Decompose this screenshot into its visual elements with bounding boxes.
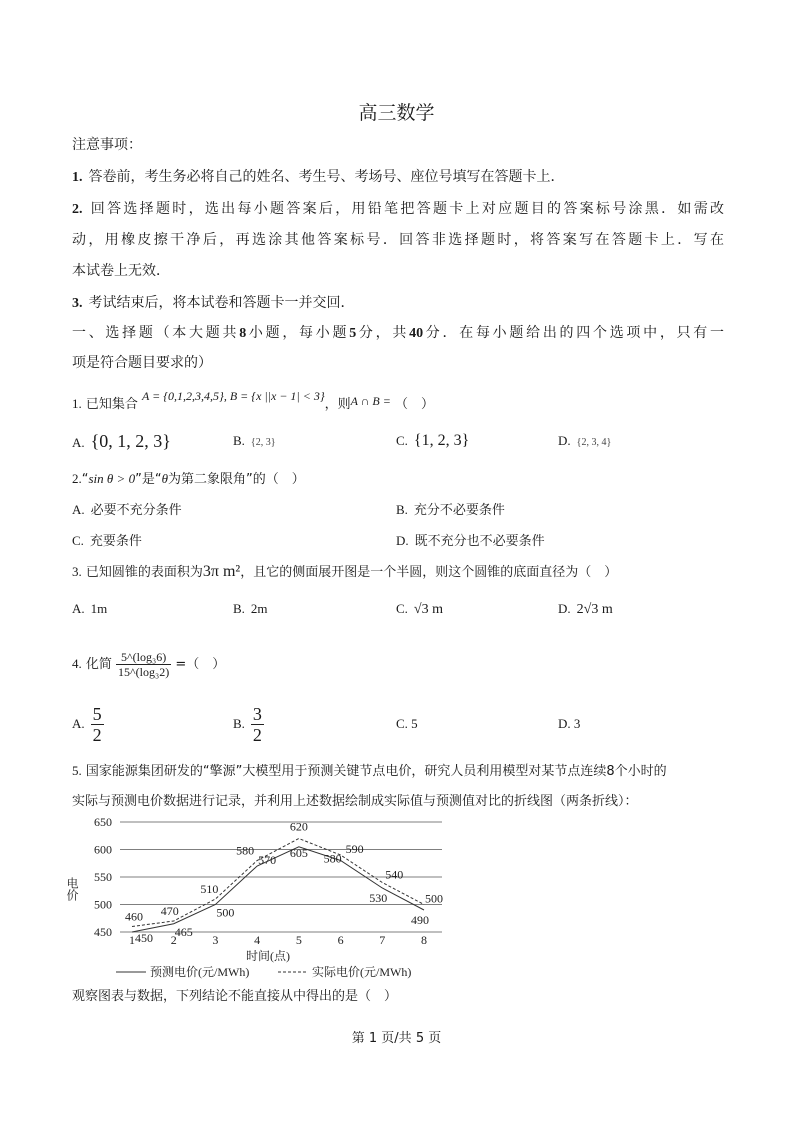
chart-y-ticks bbox=[94, 815, 112, 939]
question-1-option-c[interactable] bbox=[396, 432, 469, 451]
data-label-actual: 540 bbox=[385, 867, 404, 882]
x-tick-label: 1 bbox=[129, 933, 135, 947]
notice-heading: 注意事项： bbox=[72, 137, 142, 153]
notice-item-2-line-2: 动，用橡皮擦干净后，再选涂其他答案标号．回答非选择题时，将答案写在答题卡上．写在 bbox=[72, 232, 724, 248]
option-label: B. bbox=[233, 716, 245, 731]
data-label-actual: 470 bbox=[160, 904, 179, 918]
chart-x-ticks bbox=[129, 933, 427, 947]
notice-item-2-num: 2. bbox=[72, 202, 83, 217]
option-denominator: 2 bbox=[252, 725, 262, 745]
section-1-points: 5 bbox=[349, 326, 357, 341]
x-tick-label: 8 bbox=[421, 933, 427, 947]
x-tick-label: 5 bbox=[295, 933, 302, 947]
chart-y-label: 电价 bbox=[65, 877, 79, 901]
question-2-option-a[interactable] bbox=[72, 501, 182, 520]
option-label: A. bbox=[72, 502, 85, 517]
data-label-predicted: 570 bbox=[258, 853, 277, 867]
x-tick-label: 3 bbox=[212, 933, 219, 947]
section-1-heading bbox=[72, 324, 724, 343]
price-line-chart bbox=[65, 812, 462, 986]
data-label-predicted: 500 bbox=[216, 905, 235, 920]
series-line-predicted bbox=[132, 847, 424, 932]
y-tick-label: 650 bbox=[94, 815, 112, 829]
option-label: A. bbox=[72, 435, 85, 450]
data-label-predicted: 490 bbox=[411, 913, 429, 927]
option-numerator: 5 bbox=[92, 704, 102, 724]
data-label-actual: 500 bbox=[425, 891, 443, 906]
chart-legend bbox=[116, 964, 411, 979]
option-text: √3 m bbox=[413, 602, 443, 617]
notice-item-1-num: 1. bbox=[72, 170, 83, 185]
notice-item-3 bbox=[72, 294, 724, 313]
question-3-option-c[interactable] bbox=[396, 600, 443, 619]
question-5-text-1: 国家能源集团研发的“擎源”大模型用于预测关键节点电价，研究人员利用模型对某节点连续8个小时的 bbox=[85, 764, 667, 779]
option-label: B. bbox=[396, 502, 408, 517]
y-tick-label: 450 bbox=[94, 925, 112, 939]
option-text: 1m bbox=[90, 601, 108, 616]
question-3-option-d[interactable] bbox=[558, 600, 613, 619]
data-label-predicted: 450 bbox=[135, 931, 153, 945]
question-4-fraction bbox=[116, 650, 171, 679]
question-3-area: 3π m² bbox=[202, 563, 241, 580]
question-4-stem-b: =（ ） bbox=[175, 657, 226, 672]
legend-predicted: 预测电价(元/MWh) bbox=[150, 965, 250, 979]
y-tick-label: 550 bbox=[94, 870, 112, 884]
x-tick-label: 2 bbox=[170, 933, 177, 947]
x-tick-label: 4 bbox=[254, 933, 261, 947]
question-3-num: 3. bbox=[72, 564, 82, 579]
question-2-num: 2. bbox=[72, 471, 82, 486]
question-2-option-c[interactable] bbox=[72, 532, 142, 551]
option-fraction bbox=[91, 704, 104, 745]
data-label-predicted: 605 bbox=[289, 845, 308, 860]
data-label-predicted: 530 bbox=[369, 891, 388, 905]
question-1-stem-a: 已知集合 bbox=[85, 397, 138, 412]
section-1-total: 40 bbox=[409, 326, 424, 341]
option-text: 充要条件 bbox=[89, 534, 142, 549]
option-label: B. bbox=[233, 601, 245, 616]
option-label: A. bbox=[72, 716, 85, 731]
section-1-text-a: 一、选择题（本大题共 bbox=[72, 325, 240, 341]
option-text: 充分不必要条件 bbox=[413, 503, 505, 518]
question-2-stem-b: ”是“ bbox=[135, 472, 162, 487]
question-2-option-d[interactable] bbox=[396, 532, 545, 551]
option-text: 2√3 m bbox=[576, 602, 613, 617]
option-denominator: 2 bbox=[92, 725, 102, 745]
legend-actual: 实际电价(元/MWh) bbox=[312, 965, 412, 979]
question-4-option-a[interactable] bbox=[72, 704, 104, 745]
option-label: D. bbox=[396, 533, 409, 548]
question-5-num: 5. bbox=[72, 763, 82, 778]
question-2 bbox=[72, 470, 724, 489]
question-1-option-d[interactable] bbox=[558, 432, 611, 452]
data-label-actual: 590 bbox=[345, 842, 364, 856]
question-3-stem-b: ，且它的侧面展开图是一个半圆，则这个圆锥的底面直径为（ ） bbox=[240, 565, 618, 580]
question-1-paren: （ ） bbox=[395, 397, 435, 412]
question-2-condition: sin θ > 0 bbox=[88, 471, 136, 486]
question-2-stem-a: “ bbox=[81, 472, 89, 487]
question-5-line-2: 实际与预测电价数据进行记录，并利用上述数据绘制成实际值与预测值对比的折线图（两条折线）： bbox=[72, 794, 638, 809]
notice-item-1-text: 答卷前，考生务必将自己的姓名、考生号、考场号、座位号填写在答题卡上． bbox=[88, 169, 565, 185]
option-label: D. bbox=[558, 601, 571, 616]
data-label-predicted: 465 bbox=[174, 924, 193, 939]
option-label: D. bbox=[558, 433, 571, 448]
question-4-num: 4. bbox=[72, 656, 82, 671]
question-3-option-b[interactable] bbox=[233, 600, 268, 619]
question-2-theta: θ bbox=[161, 471, 168, 486]
question-4-option-b[interactable] bbox=[233, 704, 264, 745]
option-text: 必要不充分条件 bbox=[90, 503, 182, 518]
option-numerator: 3 bbox=[252, 704, 262, 724]
data-label-actual: 580 bbox=[236, 843, 255, 858]
option-label: B. bbox=[233, 433, 245, 448]
question-1-option-b[interactable] bbox=[233, 432, 276, 452]
y-tick-label: 500 bbox=[94, 897, 112, 912]
section-1-text-b: 小题，每小题 bbox=[246, 325, 350, 341]
option-label: C. bbox=[72, 533, 84, 548]
question-3 bbox=[72, 563, 724, 582]
x-tick-label: 6 bbox=[337, 933, 344, 947]
question-4-numerator: 5^(log₃6) bbox=[116, 650, 171, 665]
page-title: 高三数学 bbox=[358, 102, 435, 124]
question-1-option-a[interactable] bbox=[72, 432, 171, 453]
notice-item-3-num: 3. bbox=[72, 296, 83, 311]
option-text: {1, 2, 3} bbox=[413, 432, 470, 449]
notice-item-2-line-1 bbox=[72, 200, 724, 219]
data-label-actual: 460 bbox=[125, 909, 143, 924]
option-label: C. bbox=[396, 601, 408, 616]
question-3-stem-a: 已知圆锥的表面积为 bbox=[85, 565, 203, 580]
question-2-option-b[interactable] bbox=[396, 501, 505, 520]
x-tick-label: 7 bbox=[379, 933, 386, 947]
question-4-option-d[interactable]: D. 3 bbox=[558, 716, 581, 731]
section-1-text-d: 分．在每小题给出的四个选项中，只有一 bbox=[423, 325, 725, 341]
option-label: C. bbox=[396, 433, 408, 448]
question-2-stem-c: 为第二象限角”的（ ） bbox=[167, 472, 305, 487]
data-label-actual: 620 bbox=[289, 819, 308, 834]
option-text: {2, 3, 4} bbox=[576, 437, 612, 448]
section-1-count: 8 bbox=[239, 326, 247, 341]
question-1-stem-b: ，则 bbox=[324, 397, 351, 412]
option-text: {0, 1, 2, 3} bbox=[90, 431, 171, 451]
y-tick-label: 600 bbox=[94, 842, 112, 857]
notice-item-3-text: 考试结束后，将本试卷和答题卡一并交回． bbox=[88, 295, 355, 311]
question-4-stem-a: 化简 bbox=[85, 657, 112, 672]
page-footer: 第 1 页/共 5 页 bbox=[351, 1031, 442, 1046]
option-fraction bbox=[251, 704, 264, 745]
question-3-option-a[interactable] bbox=[72, 600, 107, 619]
option-text: {2, 3} bbox=[250, 437, 276, 448]
notice-item-2-line-3: 本试卷上无效． bbox=[72, 263, 170, 279]
question-4-denominator: 15^(log₃2) bbox=[118, 665, 170, 679]
section-1-text-c: 分，共 bbox=[356, 325, 410, 341]
question-1-num: 1. bbox=[72, 396, 82, 411]
question-1-sets: A = {0,1,2,3,4,5}, B = {x ||x − 1| < 3} bbox=[142, 389, 325, 403]
notice-item-1 bbox=[72, 168, 724, 187]
option-text: 既不充分也不必要条件 bbox=[414, 534, 545, 549]
chart-x-label: 时间(点) bbox=[246, 949, 290, 963]
notice-item-2-text: 回答选择题时，选出每小题答案后，用铅笔把答题卡上对应题目的答案标号涂黑．如需改 bbox=[88, 201, 724, 217]
question-1-intersect: A ∩ B = bbox=[350, 394, 391, 408]
option-text: 2m bbox=[250, 601, 268, 616]
question-5-prompt: 观察图表与数据，下列结论不能直接从中得出的是（ ） bbox=[72, 989, 398, 1004]
question-1 bbox=[72, 389, 724, 414]
section-1-heading-line-2: 项是符合题目要求的） bbox=[72, 355, 212, 371]
question-5-line-1 bbox=[72, 762, 724, 781]
question-4 bbox=[72, 650, 724, 679]
question-4-option-c[interactable]: C. 5 bbox=[396, 716, 418, 731]
data-label-actual: 510 bbox=[200, 882, 219, 896]
chart-data-labels bbox=[125, 820, 443, 946]
data-label-predicted: 580 bbox=[323, 851, 342, 866]
option-label: A. bbox=[72, 601, 85, 616]
